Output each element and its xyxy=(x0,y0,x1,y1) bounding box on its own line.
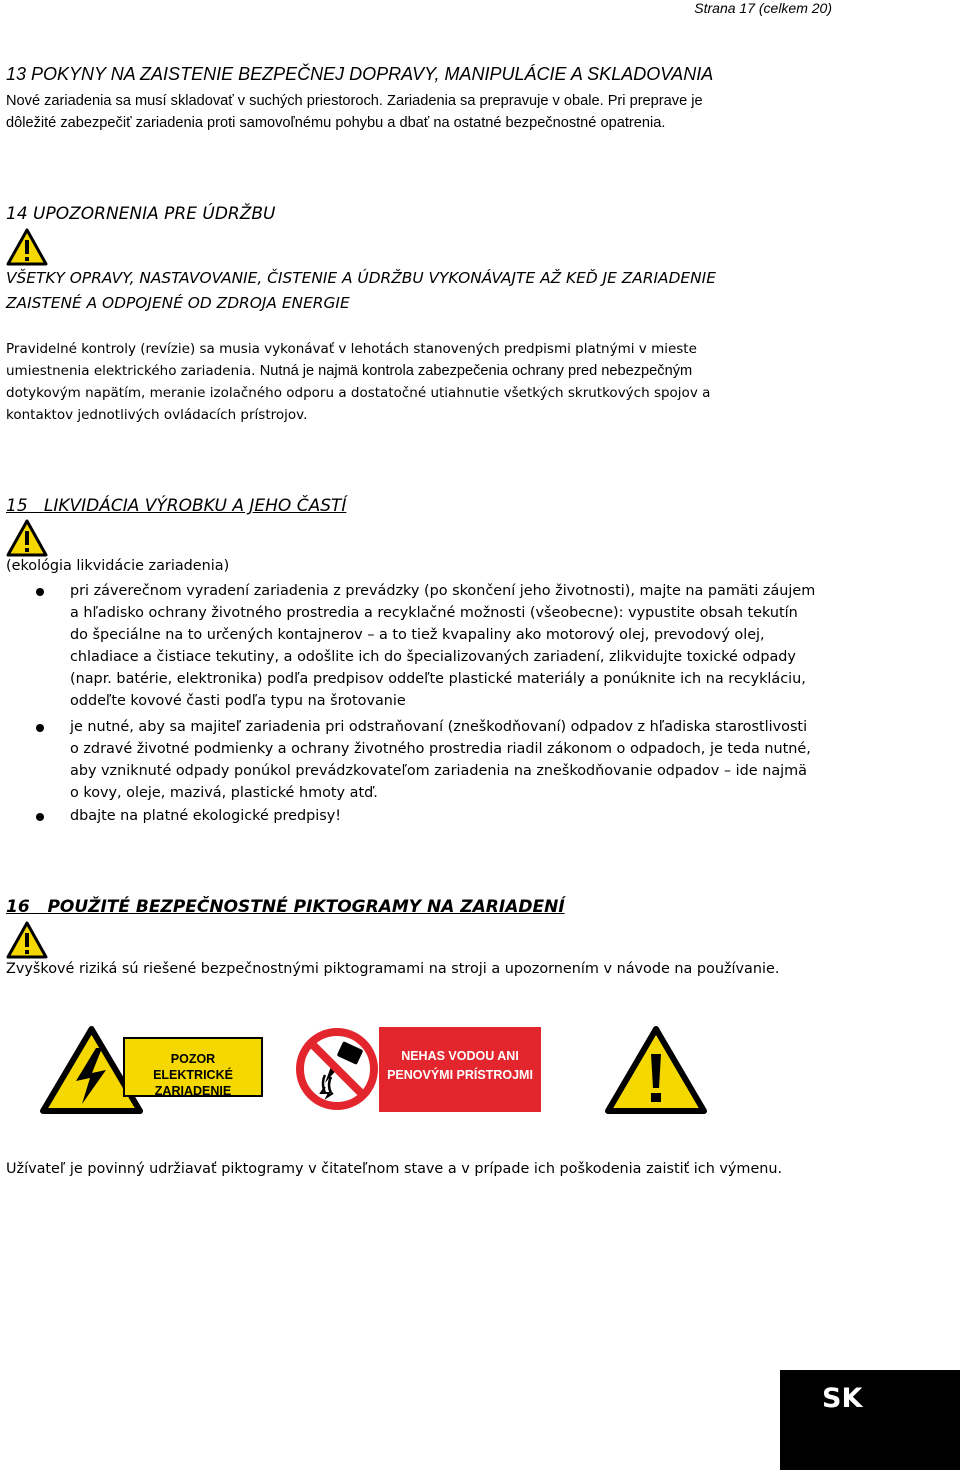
section-14-para-line-3: dotykovým napätím, meranie izolačného odporu a dostatočné utiahnutie všetkých skrutkových spojov a xyxy=(6,385,711,401)
section-16-heading: POUŽITÉ BEZPEČNOSTNÉ PIKTOGRAMY NA ZARIADENÍ xyxy=(47,897,565,917)
bullet-icon xyxy=(36,724,44,732)
section-14-warning-line-1: VŠETKY OPRAVY, NASTAVOVANIE, ČISTENIE A ÚDRŽBU VYKONÁVAJTE AŽ KEĎ JE ZARIADENIE xyxy=(6,269,716,287)
section-14-warning xyxy=(6,266,716,316)
section-14-para-line-2a: umiestnenia elektrického zariadenia. xyxy=(6,363,256,379)
section-16-text: Zvyškové riziká sú riešené bezpečnostnými piktogramami na stroji a upozornením v návode na používanie. xyxy=(6,961,780,977)
bullet-1-line: (napr. batérie, elektronika) podľa predpisov oddeľte plastické materiály a ponúknite ich na recykláciu, xyxy=(70,671,806,687)
language-badge xyxy=(780,1370,960,1470)
section-14-warning-line-2: ZAISTENÉ A ODPOJENÉ OD ZDROJA ENERGIE xyxy=(6,294,350,312)
section-15-title xyxy=(6,495,346,517)
section-13-paragraph xyxy=(6,90,830,134)
bullet-1-line: oddeľte kovové časti podľa typu na šrotovanie xyxy=(70,693,406,709)
section-15-intro: (ekológia likvidácie zariadenia) xyxy=(6,558,230,574)
section-13-title: 13 POKYNY NA ZAISTENIE BEZPEČNEJ DOPRAVY, MANIPULÁCIE A SKLADOVANIA xyxy=(6,64,714,84)
warning-triangle-icon xyxy=(6,519,48,557)
section-13-line-1: Nové zariadenia sa musí skladovať v suchých priestoroch. Zariadenia sa prepravuje v obale. Pri preprave je xyxy=(6,93,703,109)
no-water-icon xyxy=(295,1027,379,1111)
bullet-1-line: a hľadisko ochrany životného prostredia a recyklačné možnosti (všeobecne): vypustite obsah tekutín xyxy=(70,605,798,621)
sign-electrical-line-1: POZOR xyxy=(170,1052,216,1066)
sign-no-water-line-2: PENOVÝMI PRÍSTROJMI xyxy=(387,1068,533,1082)
bullet-2-line: aby vzniknuté odpady ponúkol prevádzkovateľom zariadenia na zneškodňovanie odpadov – ide najmä xyxy=(70,763,807,779)
bullet-1-line: do špeciálne na to určených kontajnerov – a to tiež kvapaliny ako motorový olej, prevodový olej, xyxy=(70,627,765,643)
bullet-icon xyxy=(36,588,44,596)
section-16-footer-text: Užívateľ je povinný udržiavať piktogramy v čitateľnom stave a v prípade ich poškodenia zaistiť ich výmenu. xyxy=(6,1161,783,1177)
section-15-bullet-3: dbajte na platné ekologické predpisy! xyxy=(70,808,342,824)
warning-triangle-icon xyxy=(6,921,48,959)
section-14-title: 14 UPOZORNENIA PRE ÚDRŽBU xyxy=(6,204,276,224)
section-14-para-line-1: Pravidelné kontroly (revízie) sa musia vykonávať v lehotách stanovených predpismi platnými v mieste xyxy=(6,341,697,357)
section-15-heading: LIKVIDÁCIA VÝROBKU A JEHO ČASTÍ xyxy=(43,496,347,516)
section-15-bullet-2 xyxy=(70,716,830,804)
page-number: Strana 17 (celkem 20) xyxy=(694,0,832,16)
sign-electrical-line-2: ELEKTRICKÉ ZARIADENIE xyxy=(153,1068,233,1098)
section-14-para-line-2 xyxy=(6,360,830,382)
section-15-bullet-1 xyxy=(70,580,830,712)
bullet-2-line: o zdravé životné podmienky a ochrany životného prostredia riadil zákonom o odpadoch, je teda nutné, xyxy=(70,741,811,757)
section-14-para-line-4: kontaktov jednotlivých ovládacích prístrojov. xyxy=(6,407,308,423)
section-14-para-line-2b: Nutná je najmä kontrola zabezpečenia ochrany pred nebezpečným xyxy=(259,363,693,379)
bullet-1-line: pri záverečnom vyradení zariadenia z prevádzky (po skončení jeho životnosti), majte na pamäti záujem xyxy=(70,583,816,599)
warning-sign-no-water xyxy=(379,1027,541,1112)
section-14-paragraph xyxy=(6,338,830,426)
bullet-1-line: chladiace a čistiace tekutiny, a odošlite ich do špecializovaných zariadení, zlikvidujte toxické odpady xyxy=(70,649,796,665)
exclamation-triangle-icon xyxy=(605,1026,707,1114)
section-16-title xyxy=(6,896,565,918)
warning-sign-electrical xyxy=(123,1037,263,1097)
section-15-number: 15 xyxy=(6,496,28,516)
warning-triangle-icon xyxy=(6,228,48,266)
bullet-2-line: je nutné, aby sa majiteľ zariadenia pri odstraňovaní (zneškodňovaní) odpadov z hľadiska starostlivosti xyxy=(70,719,808,735)
section-13-line-2: dôležité zabezpečiť zariadenia proti samovoľnému pohybu a dbať na ostatné bezpečnostné opatrenia. xyxy=(6,115,666,131)
language-badge-label: SK xyxy=(822,1383,863,1414)
sign-no-water-line-1: NEHAS VODOU ANI xyxy=(401,1049,519,1063)
bullet-2-line: o kovy, oleje, mazivá, plastické hmoty atď. xyxy=(70,785,378,801)
bullet-icon xyxy=(36,813,44,821)
section-16-number: 16 xyxy=(6,897,30,917)
